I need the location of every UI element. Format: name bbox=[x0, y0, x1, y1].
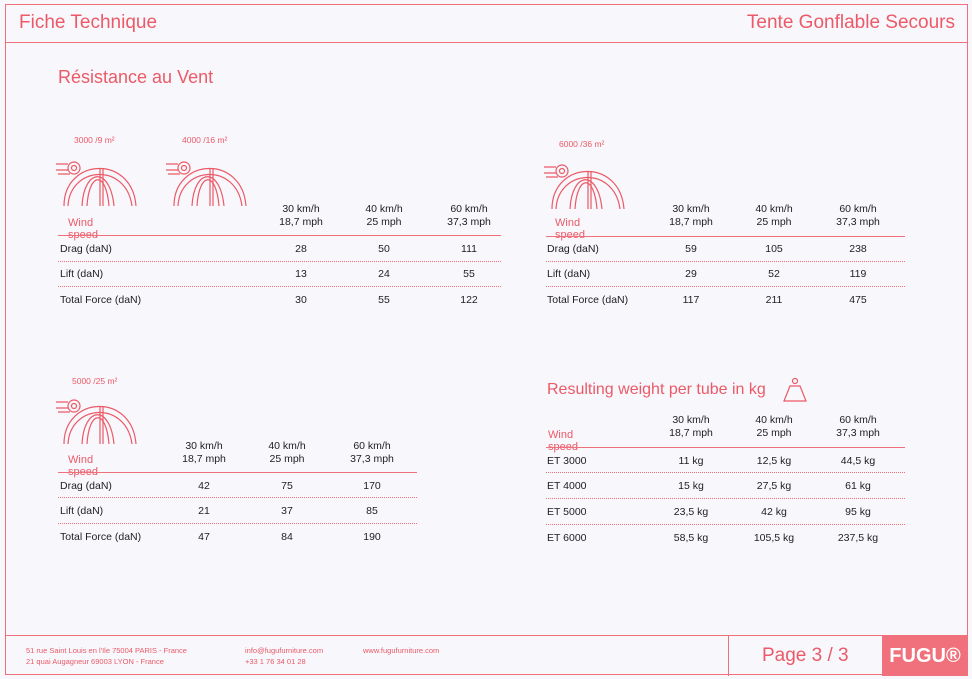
table-rule bbox=[546, 236, 905, 237]
table-cell: 21 bbox=[198, 505, 210, 517]
table-cell: 24 bbox=[378, 268, 390, 280]
table-cell: 27,5 kg bbox=[756, 480, 792, 492]
col-head-60: 60 km/h 37,3 mph bbox=[836, 203, 880, 228]
weight-row-label: ET 4000 bbox=[547, 480, 587, 492]
weight-row-label: ET 5000 bbox=[547, 506, 587, 518]
tent-4000-icon bbox=[164, 148, 254, 210]
row-label-total: Total Force (daN) bbox=[547, 294, 629, 306]
table-cell: 29 bbox=[685, 268, 697, 280]
table-cell: 105 bbox=[765, 243, 783, 255]
table-cell: 84 bbox=[281, 531, 293, 543]
tent-6000-icon bbox=[542, 151, 632, 213]
row-divider bbox=[546, 524, 905, 525]
row-divider bbox=[58, 261, 501, 262]
weight-icon bbox=[782, 377, 808, 403]
col-head-40: 40 km/h 25 mph bbox=[268, 440, 306, 465]
col-head-60: 60 km/h 37,3 mph bbox=[836, 414, 880, 439]
row-label-drag: Drag (daN) bbox=[547, 243, 599, 255]
row-divider bbox=[546, 472, 905, 473]
table-cell: 52 bbox=[768, 268, 780, 280]
table-cell: 42 bbox=[198, 480, 210, 492]
row-divider bbox=[546, 261, 905, 262]
weight-row-label: ET 6000 bbox=[547, 532, 587, 544]
table-cell: 237,5 kg bbox=[837, 532, 879, 544]
table-cell: 23,5 kg bbox=[673, 506, 709, 518]
col-head-40: 40 km/h 25 mph bbox=[365, 203, 403, 228]
row-divider bbox=[58, 523, 417, 524]
row-label-lift: Lift (daN) bbox=[60, 505, 104, 517]
table-cell: 15 kg bbox=[678, 480, 704, 492]
table-cell: 170 bbox=[363, 480, 381, 492]
header-bar bbox=[5, 4, 968, 43]
table-cell: 95 kg bbox=[845, 506, 871, 518]
table-cell: 190 bbox=[363, 531, 381, 543]
table-rule bbox=[58, 472, 417, 473]
row-label-drag: Drag (daN) bbox=[60, 480, 112, 492]
col-head-40: 40 km/h 25 mph bbox=[755, 414, 793, 439]
header-left-title: Fiche Technique bbox=[19, 12, 158, 33]
table-cell: 47 bbox=[198, 531, 210, 543]
row-label-total: Total Force (daN) bbox=[60, 531, 142, 543]
table-cell: 13 bbox=[295, 268, 307, 280]
table-cell: 12,5 kg bbox=[756, 455, 792, 467]
row-label-total: Total Force (daN) bbox=[60, 294, 142, 306]
footer-contact bbox=[245, 645, 323, 667]
table-cell: 85 bbox=[366, 505, 378, 517]
footer-address: 51 rue Saint Louis en l'Ile 75004 PARIS - France 21 quai Augagneur 69003 LYON - France bbox=[26, 646, 187, 666]
col-head-30: 30 km/h 18,7 mph bbox=[669, 414, 713, 439]
wind-speed-label: Wind speed bbox=[548, 429, 578, 453]
table-rule bbox=[58, 235, 501, 236]
wind-speed-label: Wind speed bbox=[68, 217, 98, 241]
table-cell: 11 kg bbox=[678, 455, 704, 467]
table-cell: 475 bbox=[849, 294, 867, 306]
table-cell: 117 bbox=[682, 294, 700, 306]
row-divider bbox=[546, 498, 905, 499]
table-cell: 50 bbox=[378, 243, 390, 255]
footer bbox=[5, 635, 968, 675]
table-cell: 61 kg bbox=[845, 480, 871, 492]
table-cell: 75 bbox=[281, 480, 293, 492]
row-label-lift: Lift (daN) bbox=[60, 268, 104, 280]
col-head-30: 30 km/h 18,7 mph bbox=[182, 440, 226, 465]
footer-phone: +33 1 76 34 01 28 bbox=[245, 657, 306, 666]
page-number: Page 3 / 3 bbox=[762, 645, 849, 666]
tent-4000-label: 4000 /16 m² bbox=[182, 135, 228, 145]
table-cell: 119 bbox=[849, 268, 867, 280]
table-rule bbox=[546, 447, 905, 448]
section-title: Résistance au Vent bbox=[58, 67, 214, 87]
weight-title: Resulting weight per tube in kg bbox=[547, 381, 766, 398]
tent-3000-label: 3000 /9 m² bbox=[74, 135, 115, 145]
row-divider bbox=[58, 286, 501, 287]
table-cell: 59 bbox=[685, 243, 697, 255]
table-cell: 238 bbox=[849, 243, 867, 255]
header-right-title: Tente Gonflable Secours bbox=[746, 12, 955, 33]
footer-web-link[interactable]: www.fugufurniture.com bbox=[363, 646, 440, 655]
footer-email-link[interactable]: info@fugufurniture.com bbox=[245, 646, 324, 655]
table-cell: 44,5 kg bbox=[840, 455, 876, 467]
table-cell: 42 kg bbox=[761, 506, 787, 518]
tent-3000-icon bbox=[54, 148, 144, 210]
page-indicator bbox=[728, 636, 882, 676]
col-head-60: 60 km/h 37,3 mph bbox=[447, 203, 491, 228]
tent-5000-icon bbox=[54, 386, 144, 448]
tent-5000-label: 5000 /25 m² bbox=[72, 376, 118, 386]
table-cell: 55 bbox=[463, 268, 475, 280]
table-cell: 111 bbox=[461, 243, 477, 255]
tent-6000-label: 6000 /36 m² bbox=[559, 139, 605, 149]
wind-speed-label: Wind speed bbox=[555, 217, 585, 241]
table-cell: 37 bbox=[281, 505, 293, 517]
table-cell: 58,5 kg bbox=[673, 532, 709, 544]
table-cell: 28 bbox=[295, 243, 307, 255]
table-cell: 30 bbox=[295, 294, 307, 306]
table-cell: 105,5 kg bbox=[753, 532, 795, 544]
weight-row-label: ET 3000 bbox=[547, 455, 587, 467]
table-cell: 211 bbox=[765, 294, 783, 306]
col-head-30: 30 km/h 18,7 mph bbox=[279, 203, 323, 228]
col-head-40: 40 km/h 25 mph bbox=[755, 203, 793, 228]
col-head-60: 60 km/h 37,3 mph bbox=[350, 440, 394, 465]
row-divider bbox=[58, 497, 417, 498]
table-cell: 122 bbox=[460, 294, 478, 306]
fugu-logo: FUGU® bbox=[882, 636, 968, 676]
table-cell: 55 bbox=[378, 294, 390, 306]
page-frame bbox=[5, 4, 968, 675]
col-head-30: 30 km/h 18,7 mph bbox=[669, 203, 713, 228]
row-label-lift: Lift (daN) bbox=[547, 268, 591, 280]
row-label-drag: Drag (daN) bbox=[60, 243, 112, 255]
row-divider bbox=[546, 286, 905, 287]
wind-speed-label: Wind speed bbox=[68, 454, 98, 478]
